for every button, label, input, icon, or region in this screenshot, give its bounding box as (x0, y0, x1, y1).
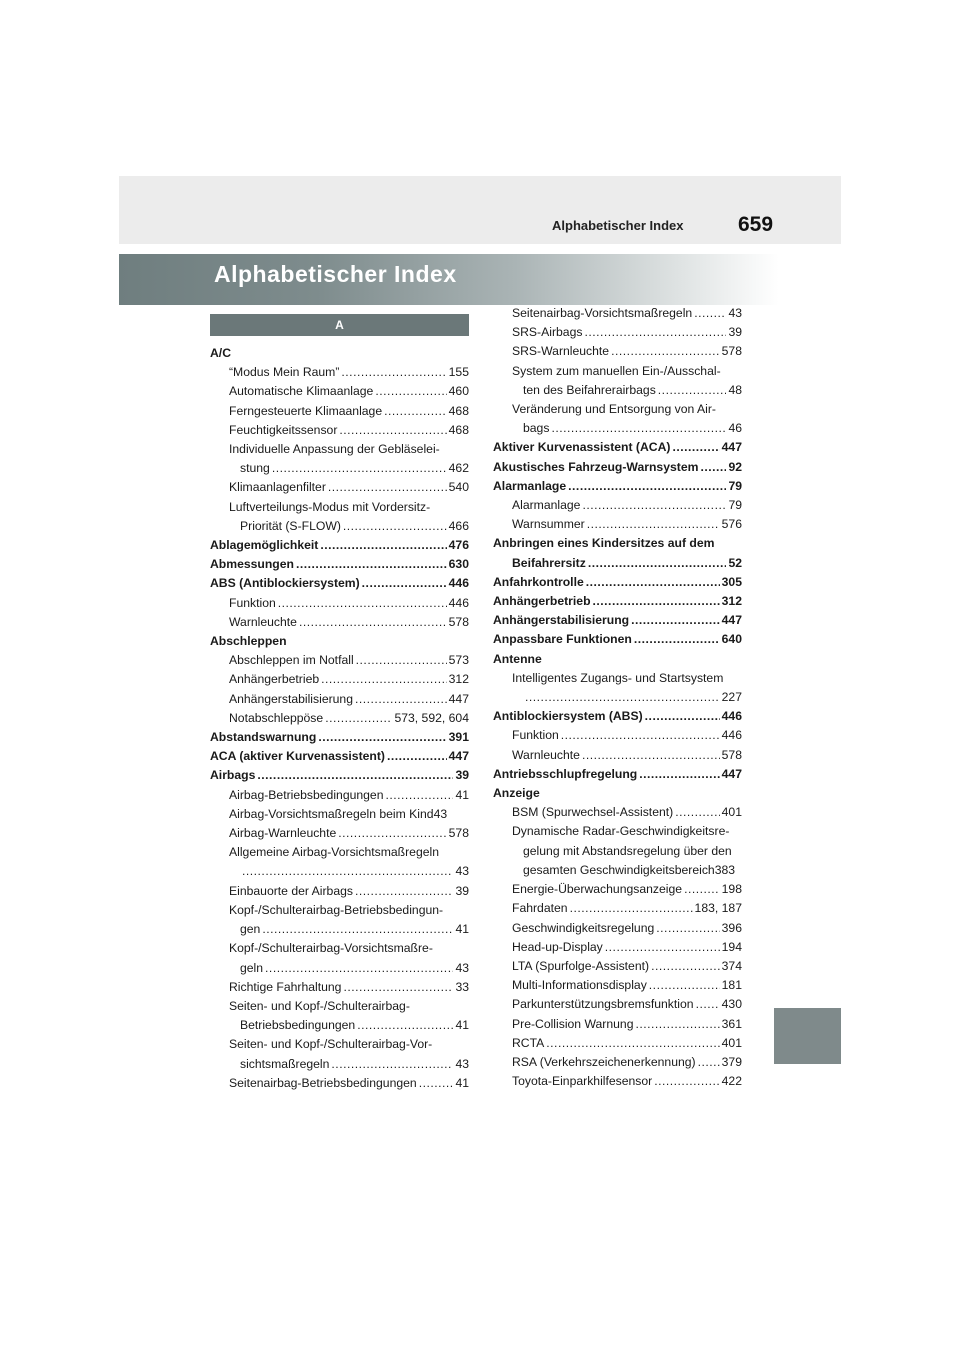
entry-text: Warnsummer (512, 517, 585, 532)
entry-text: Anfahrkontrolle (493, 574, 584, 589)
index-entry (493, 381, 742, 400)
dot-leader (262, 920, 453, 939)
entry-text: Ablagemöglichkeit (210, 538, 319, 553)
entry-text: Multi-Informationsdisplay (512, 978, 647, 993)
entry-text: geln (240, 960, 264, 975)
entry-page: 422 (721, 1074, 742, 1089)
index-entry (210, 728, 469, 747)
entry-text: “Modus Mein Raum” (229, 365, 340, 380)
entry-text: BSM (Spurwechsel-Assistent) (512, 805, 674, 820)
dot-leader (384, 402, 447, 421)
index-entry (210, 670, 469, 689)
entry-text: Funktion (512, 728, 559, 743)
dot-leader (694, 304, 726, 323)
entry-text: Alarmanlage (493, 478, 567, 493)
dot-leader (658, 381, 727, 400)
dot-leader (325, 709, 392, 728)
index-entry (493, 611, 742, 630)
entry-text: RCTA (512, 1035, 545, 1050)
entry-page: 305 (721, 574, 742, 589)
index-entry (493, 995, 742, 1014)
dot-leader (582, 746, 720, 765)
index-entry (493, 554, 742, 573)
dot-leader (357, 1016, 453, 1035)
dot-leader (675, 803, 719, 822)
dot-leader (631, 611, 720, 630)
index-entry: Dynamische Radar-Geschwindigkeitsre- (512, 824, 730, 839)
entry-page: 630 (448, 557, 469, 572)
entry-page: 578 (721, 747, 742, 762)
index-entry (210, 1055, 469, 1074)
entry-page: 391 (448, 730, 469, 745)
index-entry (493, 1015, 742, 1034)
entry-text: Anpassbare Funktionen (493, 632, 632, 647)
dot-leader (299, 613, 447, 632)
dot-leader (587, 515, 720, 534)
entry-page: 640 (721, 632, 742, 647)
index-entry (493, 323, 742, 342)
index-entry: System zum manuellen Ein-/Ausschal- (512, 363, 721, 378)
index-entry (210, 882, 469, 901)
header-title: Alphabetischer Index (552, 218, 684, 233)
entry-page: 578 (721, 344, 742, 359)
dot-leader (343, 978, 453, 997)
entry-page: 312 (721, 594, 742, 609)
index-entry (493, 726, 742, 745)
index-entry: Luftverteilungs-Modus mit Vordersitz- (229, 499, 431, 514)
index-entry: Kopf-/Schulterairbag-Vorsichtsmaßre- (229, 941, 433, 956)
index-entry (493, 438, 742, 457)
index-entry (493, 688, 742, 707)
entry-page: 41 (455, 922, 469, 937)
entry-page: 401 (721, 1035, 742, 1050)
index-entry (493, 496, 742, 515)
index-entry: gelung mit Abstandsregelung über den (523, 843, 732, 858)
dot-leader (700, 458, 726, 477)
index-entry (493, 342, 742, 361)
dot-leader (387, 747, 447, 766)
entry-page: 468 (448, 403, 469, 418)
dot-leader (672, 438, 719, 457)
entry-text: Parkunterstützungsbremsfunktion (512, 997, 694, 1012)
right-entries (493, 304, 742, 1091)
dot-leader (419, 1074, 454, 1093)
dot-leader (551, 419, 726, 438)
dot-leader (272, 459, 447, 478)
entry-page: 43 (455, 1056, 469, 1071)
entry-text: Aktiver Kurvenassistent (ACA) (493, 440, 671, 455)
index-entry (210, 824, 469, 843)
entry-page: 194 (721, 939, 742, 954)
index-entry (493, 419, 742, 438)
entry-text: Warnleuchte (512, 747, 580, 762)
entry-text: gen (240, 922, 261, 937)
dot-leader (328, 478, 447, 497)
dot-leader (698, 1053, 720, 1072)
entry-page: 48 (728, 382, 742, 397)
entry-page: 39 (728, 325, 742, 340)
index-entry (210, 613, 469, 632)
entry-text: Feuchtigkeitssensor (229, 422, 338, 437)
dot-leader (343, 517, 447, 536)
dot-leader (355, 882, 453, 901)
entry-page: 447 (721, 766, 742, 781)
index-entry (493, 458, 742, 477)
entry-page: 578 (448, 614, 469, 629)
index-entry (210, 478, 469, 497)
dot-leader (582, 496, 726, 515)
index-entry (210, 594, 469, 613)
dot-leader (257, 766, 453, 785)
entry-page: 79 (728, 498, 742, 513)
header-bar (119, 176, 841, 244)
entry-text: stung (240, 461, 270, 476)
entry-text: Beifahrersitz (512, 555, 586, 570)
entry-page: 43 (455, 960, 469, 975)
dot-leader (362, 574, 447, 593)
entry-text: Head-up-Display (512, 939, 603, 954)
index-entry (210, 690, 469, 709)
index-entry (493, 976, 742, 995)
entry-page: 39 (455, 883, 469, 898)
entry-text: Airbag-Warnleuchte (229, 826, 337, 841)
index-entry (210, 651, 469, 670)
index-entry (493, 899, 742, 918)
entry-text: Richtige Fahrhaltung (229, 979, 342, 994)
entry-text: Abmessungen (210, 557, 294, 572)
entry-text: sichtsmaßregeln (240, 1056, 330, 1071)
entry-page: 43 (728, 306, 742, 320)
entry-page: 361 (721, 1016, 742, 1031)
entry-text: Energie-Überwachungsanzeige (512, 882, 683, 897)
entry-page: 460 (448, 384, 469, 399)
dot-leader (634, 630, 720, 649)
index-entry (210, 978, 469, 997)
index-entry (210, 574, 469, 593)
dot-leader (570, 899, 693, 918)
entry-text: Anhängerstabilisierung (229, 691, 353, 706)
entry-page: 447 (448, 749, 469, 764)
page-number: 659 (738, 213, 774, 236)
entry-text: Ferngesteuerte Klimaanlage (229, 403, 383, 418)
entry-page: 447 (721, 613, 742, 628)
index-entry (493, 765, 742, 784)
index-entry (493, 1034, 742, 1053)
entry-text: Geschwindigkeitsregelung (512, 920, 655, 935)
entry-page: 379 (721, 1054, 742, 1069)
entry-text: gesamten Geschwindigkeitsbereich (523, 862, 715, 877)
entry-text: Akustisches Fahrzeug-Warnsystem (493, 459, 699, 474)
entry-page: 41 (455, 1018, 469, 1033)
dot-leader (525, 688, 720, 707)
index-entry (493, 1053, 742, 1072)
entry-text: SRS-Airbags (512, 325, 583, 340)
entry-page: 46 (728, 421, 742, 436)
dot-leader (331, 1055, 453, 1074)
entry-page: 430 (721, 997, 742, 1012)
section-letter-bar: A (210, 314, 469, 336)
dot-leader (588, 554, 727, 573)
entry-page: 396 (721, 920, 742, 935)
dot-leader (355, 690, 447, 709)
index-entry (210, 1074, 469, 1093)
index-entry (210, 959, 469, 978)
entry-page: 446 (448, 595, 469, 610)
index-entry (493, 515, 742, 534)
index-entry (210, 555, 469, 574)
dot-leader (656, 919, 719, 938)
entry-page: 52 (728, 555, 742, 570)
entry-text: ten des Beifahrerairbags (523, 382, 656, 397)
entry-text: Notabschleppöse (229, 710, 324, 725)
index-entry (210, 536, 469, 555)
entry-page: 446 (448, 576, 469, 591)
entry-page: 447 (448, 691, 469, 706)
entry-text: Antiblockiersystem (ABS) (493, 709, 643, 724)
entry-text: Alarmanlage (512, 498, 581, 513)
entry-text: ACA (aktiver Kurvenassistent) (210, 749, 385, 764)
entry-text: Anhängerstabilisierung (493, 613, 630, 628)
page-title: Alphabetischer Index (214, 261, 457, 287)
dot-leader (649, 976, 720, 995)
entry-page: 573 (448, 653, 469, 668)
index-entry (493, 1072, 742, 1091)
index-entry: Intelligentes Zugangs- und Startsystem (512, 670, 724, 685)
dot-leader (320, 536, 446, 555)
entry-page: 446 (721, 728, 742, 743)
entry-text: ABS (Antiblockiersystem) (210, 576, 360, 591)
entry-page: 576 (721, 517, 742, 532)
index-entry (493, 880, 742, 899)
entry-text: Einbauorte der Airbags (229, 883, 353, 898)
entry-page: 155 (448, 365, 469, 380)
dot-leader (635, 1015, 719, 1034)
dot-leader (696, 995, 720, 1014)
entry-page: 181 (721, 978, 742, 993)
entry-text: Anhängerbetrieb (229, 672, 320, 687)
entry-text: Antriebsschlupfregelung (493, 766, 638, 781)
entry-text: Anhängerbetrieb (493, 594, 591, 609)
index-entry: Antenne (493, 651, 542, 666)
entry-text: Klimaanlagenfilter (229, 480, 326, 495)
entry-text: Betriebsbedingungen (240, 1018, 356, 1033)
entry-text: Abstandswarnung (210, 730, 317, 745)
dot-leader (651, 957, 720, 976)
entry-text: bags (523, 421, 550, 436)
index-entry (493, 707, 742, 726)
entry-text: Seitenairbag-Betriebsbedingungen (229, 1075, 417, 1090)
index-entry (210, 402, 469, 421)
entry-text: Pre-Collision Warnung (512, 1016, 634, 1031)
dot-leader (341, 363, 446, 382)
entry-page: 39 (455, 768, 469, 783)
dot-leader (546, 1034, 719, 1053)
entry-text: Airbag-Betriebsbedingungen (229, 787, 384, 802)
dot-leader (568, 477, 726, 496)
index-entry (493, 630, 742, 649)
index-entry (210, 786, 469, 805)
dot-leader (321, 670, 447, 689)
entry-text: Abschleppen im Notfall (229, 653, 354, 668)
index-column-right (493, 304, 742, 1091)
index-entry (493, 803, 742, 822)
dot-leader (338, 824, 446, 843)
index-entry (493, 919, 742, 938)
index-entry: Individuelle Anpassung der Gebläselei- (229, 442, 440, 457)
index-entry: Allgemeine Airbag-Vorsichtsmaßregeln (229, 845, 439, 860)
entry-text: Airbags (210, 768, 256, 783)
entry-text: Seitenairbag-Vorsichtsmaßregeln (512, 306, 693, 320)
entry-text: Airbag-Vorsichtsmaßregeln beim Kind (229, 806, 434, 821)
entry-page: 33 (455, 979, 469, 994)
dot-leader (684, 880, 720, 899)
index-entry (493, 304, 742, 323)
index-entry (210, 459, 469, 478)
entry-text: LTA (Spurfolge-Assistent) (512, 958, 650, 973)
index-entry (493, 861, 742, 880)
entry-page: 41 (455, 1075, 469, 1090)
entry-page: 374 (721, 958, 742, 973)
dot-leader (242, 862, 453, 881)
index-entry (493, 592, 742, 611)
dot-leader (586, 573, 720, 592)
entry-text: SRS-Warnleuchte (512, 344, 610, 359)
dot-leader (386, 786, 454, 805)
index-entry (210, 421, 469, 440)
index-entry (493, 957, 742, 976)
entry-page: 43 (433, 806, 448, 821)
dot-leader (561, 726, 720, 745)
index-entry (210, 920, 469, 939)
entry-page: 468 (448, 422, 469, 437)
index-entry: Anbringen eines Kindersitzes auf dem (493, 536, 715, 551)
dot-leader (375, 382, 446, 401)
dot-leader (356, 651, 447, 670)
entry-page: 383 (714, 862, 736, 877)
entry-text: Fahrdaten (512, 901, 568, 916)
dot-leader (318, 728, 446, 747)
entry-page: 43 (455, 864, 469, 879)
index-entry (493, 477, 742, 496)
entry-page: 578 (448, 826, 469, 841)
index-column-left (210, 314, 469, 1093)
dot-leader (639, 765, 719, 784)
entry-page: 227 (721, 690, 742, 705)
entry-page: 446 (721, 709, 742, 724)
entry-text: Warnleuchte (229, 614, 297, 629)
entry-page: 573, 592, 604 (394, 710, 469, 725)
index-entry (210, 862, 469, 881)
entry-text: Automatische Klimaanlage (229, 384, 374, 399)
entry-text: Toyota-Einparkhilfesensor (512, 1074, 653, 1089)
entry-page: 41 (455, 787, 469, 802)
entry-page: 92 (728, 459, 742, 474)
entry-page: 79 (728, 478, 742, 493)
index-entry (210, 382, 469, 401)
index-entry (493, 573, 742, 592)
entry-page: 198 (721, 882, 742, 897)
index-entry (210, 1016, 469, 1035)
dot-leader (645, 707, 720, 726)
dot-leader (593, 592, 720, 611)
entry-page: 312 (448, 672, 469, 687)
entry-page: 447 (721, 440, 742, 455)
index-entry (210, 747, 469, 766)
left-entries (210, 344, 469, 1093)
entry-page: 540 (448, 480, 469, 495)
entry-page: 462 (448, 461, 469, 476)
index-entry: Abschleppen (210, 634, 287, 649)
entry-text: RSA (Verkehrszeichenerkennung) (512, 1054, 696, 1069)
side-tab-marker (774, 1008, 841, 1064)
index-entry (493, 938, 742, 957)
dot-leader (605, 938, 720, 957)
entry-page: 476 (448, 538, 469, 553)
dot-leader (654, 1072, 719, 1091)
index-entry: Seiten- und Kopf-/Schulterairbag-Vor- (229, 1037, 433, 1052)
dot-leader (611, 342, 720, 361)
dot-leader (339, 421, 446, 440)
index-entry: Anzeige (493, 786, 540, 801)
index-entry (210, 363, 469, 382)
entry-page: 401 (721, 805, 742, 820)
index-entry: Kopf-/Schulterairbag-Betriebsbedingun- (229, 902, 444, 917)
index-entry (210, 766, 469, 785)
index-entry (210, 517, 469, 536)
index-entry: A/C (210, 346, 231, 360)
entry-text: Funktion (229, 595, 276, 610)
entry-page: 183, 187 (694, 901, 742, 916)
dot-leader (584, 323, 726, 342)
index-entry (493, 746, 742, 765)
index-entry: Seiten- und Kopf-/Schulterairbag- (229, 998, 410, 1013)
dot-leader (278, 594, 447, 613)
dot-leader (265, 959, 453, 978)
index-entry (210, 709, 469, 728)
index-entry: Veränderung und Entsorgung von Air- (512, 402, 716, 417)
index-entry (210, 805, 469, 824)
dot-leader (296, 555, 447, 574)
entry-page: 466 (448, 518, 469, 533)
entry-text: Priorität (S-FLOW) (240, 518, 341, 533)
